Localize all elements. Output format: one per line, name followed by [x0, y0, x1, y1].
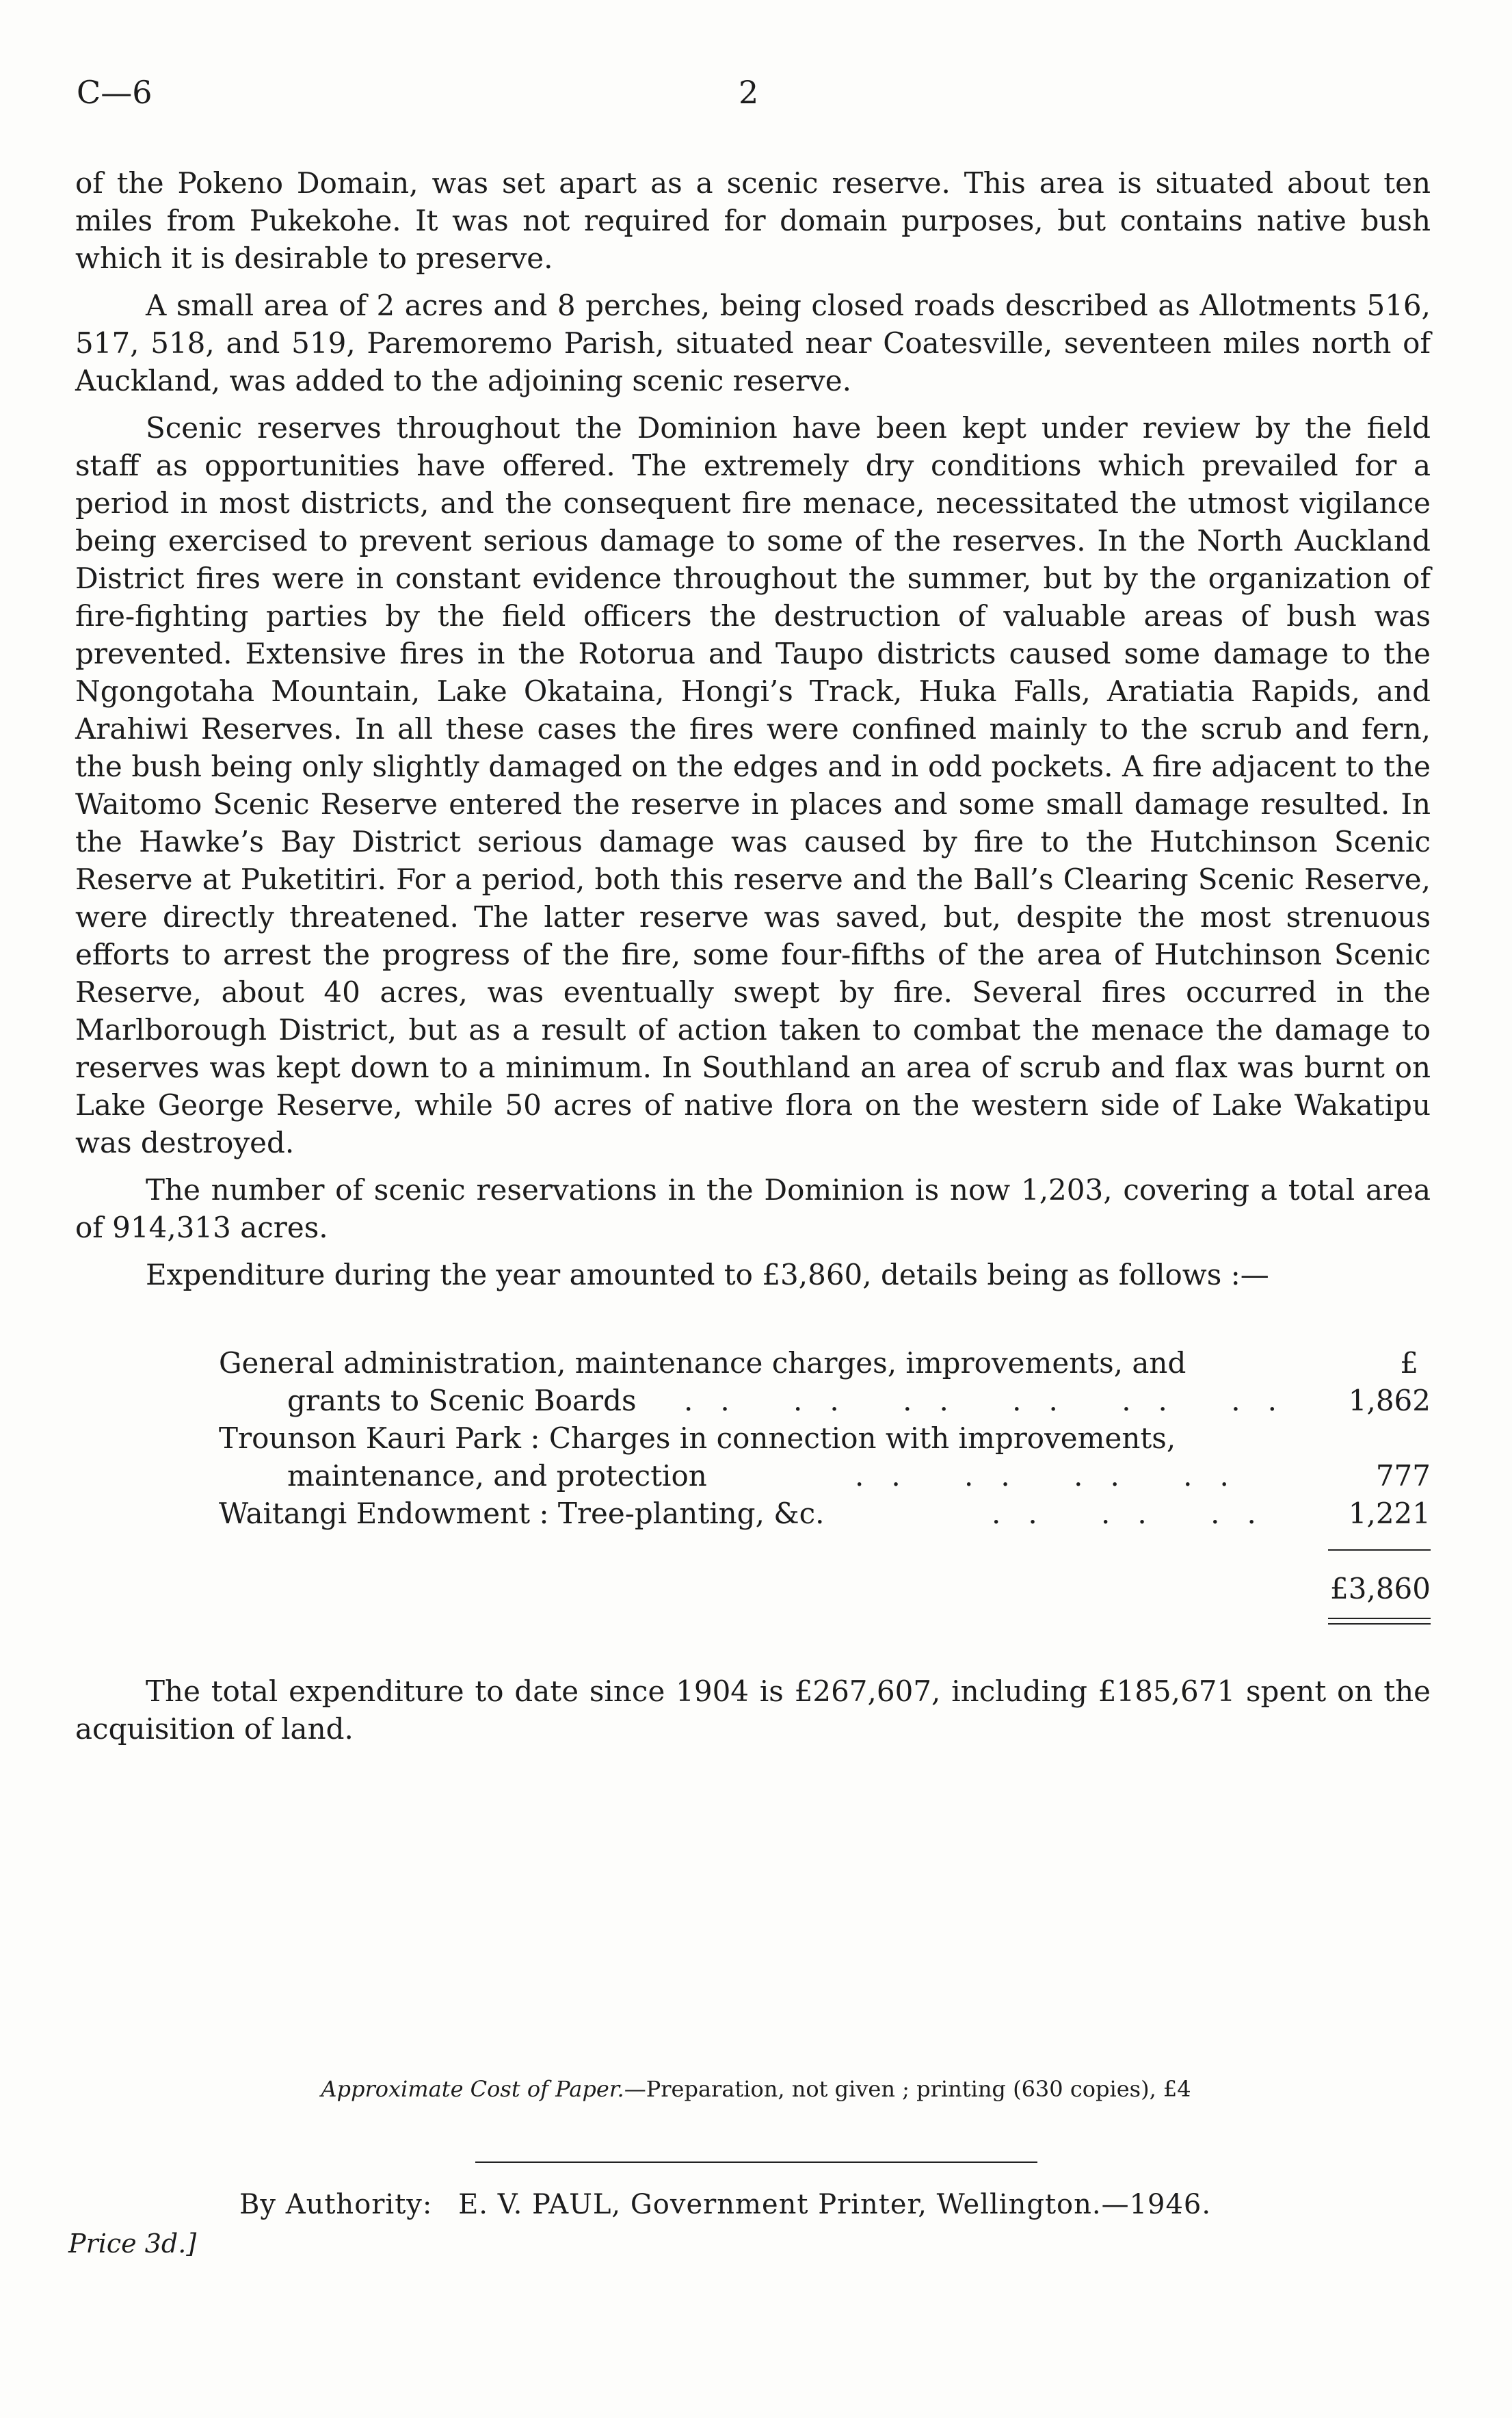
expenditure-item-1-line1: General administration, maintenance charges, improvements, and — [219, 1346, 1186, 1380]
expenditure-item-3-amount: 1,221 — [1348, 1497, 1431, 1530]
expenditure-row-3 — [75, 1495, 1431, 1532]
total-rule-2 — [1328, 1623, 1431, 1625]
cost-footnote — [0, 2076, 1512, 2102]
closing-text — [75, 1672, 1431, 1757]
page-code: C—6 — [77, 74, 152, 111]
footnote-text: —Preparation, not given ; printing (630 copies), £4 — [624, 2076, 1191, 2102]
footnote-label: Approximate Cost of Paper. — [321, 2076, 624, 2102]
paragraph-3: Scenic reserves throughout the Dominion have been kept under review by the field staff as opportunities have offered. The extremely dry conditions which prevailed for a period in most districts, and the consequent fire menace, necessitated the utmost vigilance being exercised to prevent serious damage to some of the reserves. In the North Auckland District fires were in constant evidence throughout the summer, but by the organization of fire-fighting parties by the field officers the destruction of valuable areas of bush was prevented. Extensive fires in the Rotorua and Taupo districts caused some damage to the Ngongotaha Mountain, Lake Okataina, Hongi’s Track, Huka Falls, Aratiatia Rapids, and Arahiwi Reserves. In all these cases the fires were confined mainly to the scrub and fern, the bush being only slightly damaged on the edges and in odd pockets. A fire adjacent to the Waitomo Scenic Reserve entered the reserve in places and some small damage resulted. In the Hawke’s Bay District serious damage was caused by fire to the Hutchinson Scenic Reserve at Puketitiri. For a period, both this reserve and the Ball’s Clearing Scenic Reserve, were directly threatened. The latter reserve was saved, but, despite the most strenuous efforts to arrest the progress of the fire, some four-fifths of the area of Hutchinson Scenic Reserve, about 40 acres, was eventually swept by fire. Several fires occurred in the Marlborough District, but as a result of action taken to combat the menace the damage to reserves was kept down to a minimum. In Southland an area of scrub and flax was burnt on Lake George Reserve, while 50 acres of native flora on the western side of Lake Wakatipu was destroyed. — [75, 411, 1431, 1159]
leader-dots: .. .. .. — [992, 1497, 1284, 1530]
closing-paragraph: The total expenditure to date since 1904 is £267,607, including £185,671 spent on the acquisition of land. — [75, 1674, 1431, 1746]
expenditure-item-2-line2: maintenance, and protection — [287, 1459, 707, 1493]
total-rule-1 — [1328, 1618, 1431, 1619]
expenditure-row-1a — [75, 1344, 1431, 1382]
paragraph-5: Expenditure during the year amounted to £3,860, details being as follows :— — [146, 1258, 1269, 1291]
authority-rest: , Government Printer, Wellington.—1946. — [611, 2189, 1212, 2220]
expenditure-row-2a — [75, 1419, 1431, 1457]
printer-name: E. V. PAUL — [458, 2189, 612, 2220]
body-text — [75, 164, 1431, 1303]
expenditure-row-2b — [75, 1457, 1431, 1495]
expenditure-row-1b — [75, 1382, 1431, 1419]
expenditure-item-1-line2: grants to Scenic Boards — [287, 1384, 637, 1417]
leader-dots: .. .. .. .. — [855, 1459, 1256, 1493]
expenditure-total-row — [75, 1570, 1431, 1607]
leader-dots: .. .. .. .. .. .. — [684, 1384, 1304, 1417]
page-number: 2 — [739, 74, 759, 111]
price-label: Price 3d.] — [68, 2229, 197, 2259]
expenditure-item-2-amount: 777 — [1375, 1459, 1431, 1493]
currency-header: £ — [1400, 1346, 1418, 1380]
authority-prefix: By Authority: — [239, 2189, 433, 2220]
expenditure-item-2-line1: Trounson Kauri Park : Charges in connection with improvements, — [219, 1421, 1176, 1455]
expenditure-item-1-amount: 1,862 — [1348, 1384, 1431, 1417]
expenditure-table — [75, 1344, 1431, 1605]
expenditure-total: £3,860 — [1330, 1572, 1431, 1605]
paragraph-2: A small area of 2 acres and 8 perches, being closed roads described as Allotments 516, 517, 518, and 519, Paremoremo Parish, situated near Coatesville, seventeen miles north of Auckland, was added to the adjoining scenic reserve. — [75, 289, 1431, 397]
paragraph-4: The number of scenic reservations in the Dominion is now 1,203, covering a total area of 914,313 acres. — [75, 1173, 1431, 1244]
paragraph-1: of the Pokeno Domain, was set apart as a scenic reserve. This area is situated about ten miles from Pukekohe. It was not required for domain purposes, but contains native bush which it is desirable to preserve. — [75, 166, 1431, 275]
subtotal-rule — [1328, 1549, 1431, 1551]
expenditure-item-3-line1: Waitangi Endowment : Tree-planting, &c. — [219, 1497, 825, 1530]
authority-line — [239, 2189, 1211, 2220]
authority-rule — [475, 2161, 1037, 2163]
